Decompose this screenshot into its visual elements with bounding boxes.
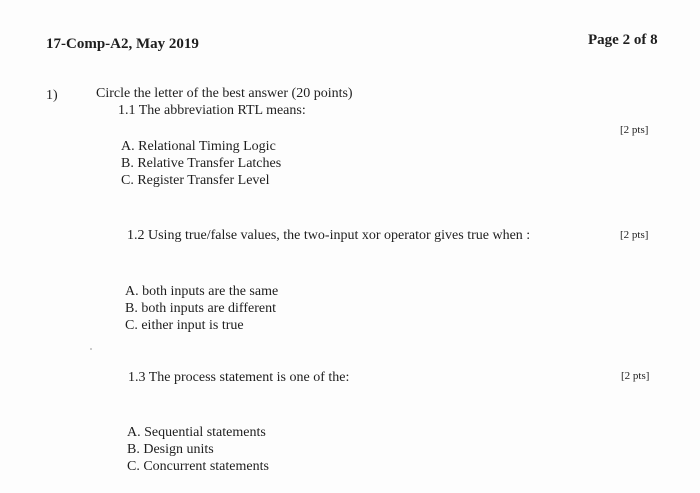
item-1-3-option-b[interactable]: B. Design units <box>127 442 214 457</box>
item-1-2-prompt: 1.2 Using true/false values, the two-input xor operator gives true when : <box>127 228 531 243</box>
item-1-1-prompt: 1.1 The abbreviation RTL means: <box>118 103 306 118</box>
item-1-1-option-c[interactable]: C. Register Transfer Level <box>121 173 270 188</box>
question-number: 1) <box>46 88 58 103</box>
item-1-2-option-b[interactable]: B. both inputs are different <box>125 301 276 316</box>
item-1-3-option-c[interactable]: C. Concurrent statements <box>127 459 269 474</box>
scan-speck <box>90 348 92 350</box>
item-1-3-points: [2 pts] <box>621 370 650 382</box>
item-1-3-option-a[interactable]: A. Sequential statements <box>127 425 266 440</box>
item-1-1-points: [2 pts] <box>620 124 649 136</box>
exam-header-course: 17-Comp-A2, May 2019 <box>46 36 199 52</box>
item-1-1-option-a[interactable]: A. Relational Timing Logic <box>121 139 276 154</box>
item-1-2-option-c[interactable]: C. either input is true <box>125 318 244 333</box>
item-1-1-option-b[interactable]: B. Relative Transfer Latches <box>121 156 282 171</box>
page-number: Page 2 of 8 <box>588 32 658 48</box>
item-1-3-prompt: 1.3 The process statement is one of the: <box>128 370 350 385</box>
item-1-2-option-a[interactable]: A. both inputs are the same <box>125 284 279 299</box>
item-1-2-points: [2 pts] <box>620 229 649 241</box>
question-instruction: Circle the letter of the best answer (20 points) <box>96 86 353 101</box>
